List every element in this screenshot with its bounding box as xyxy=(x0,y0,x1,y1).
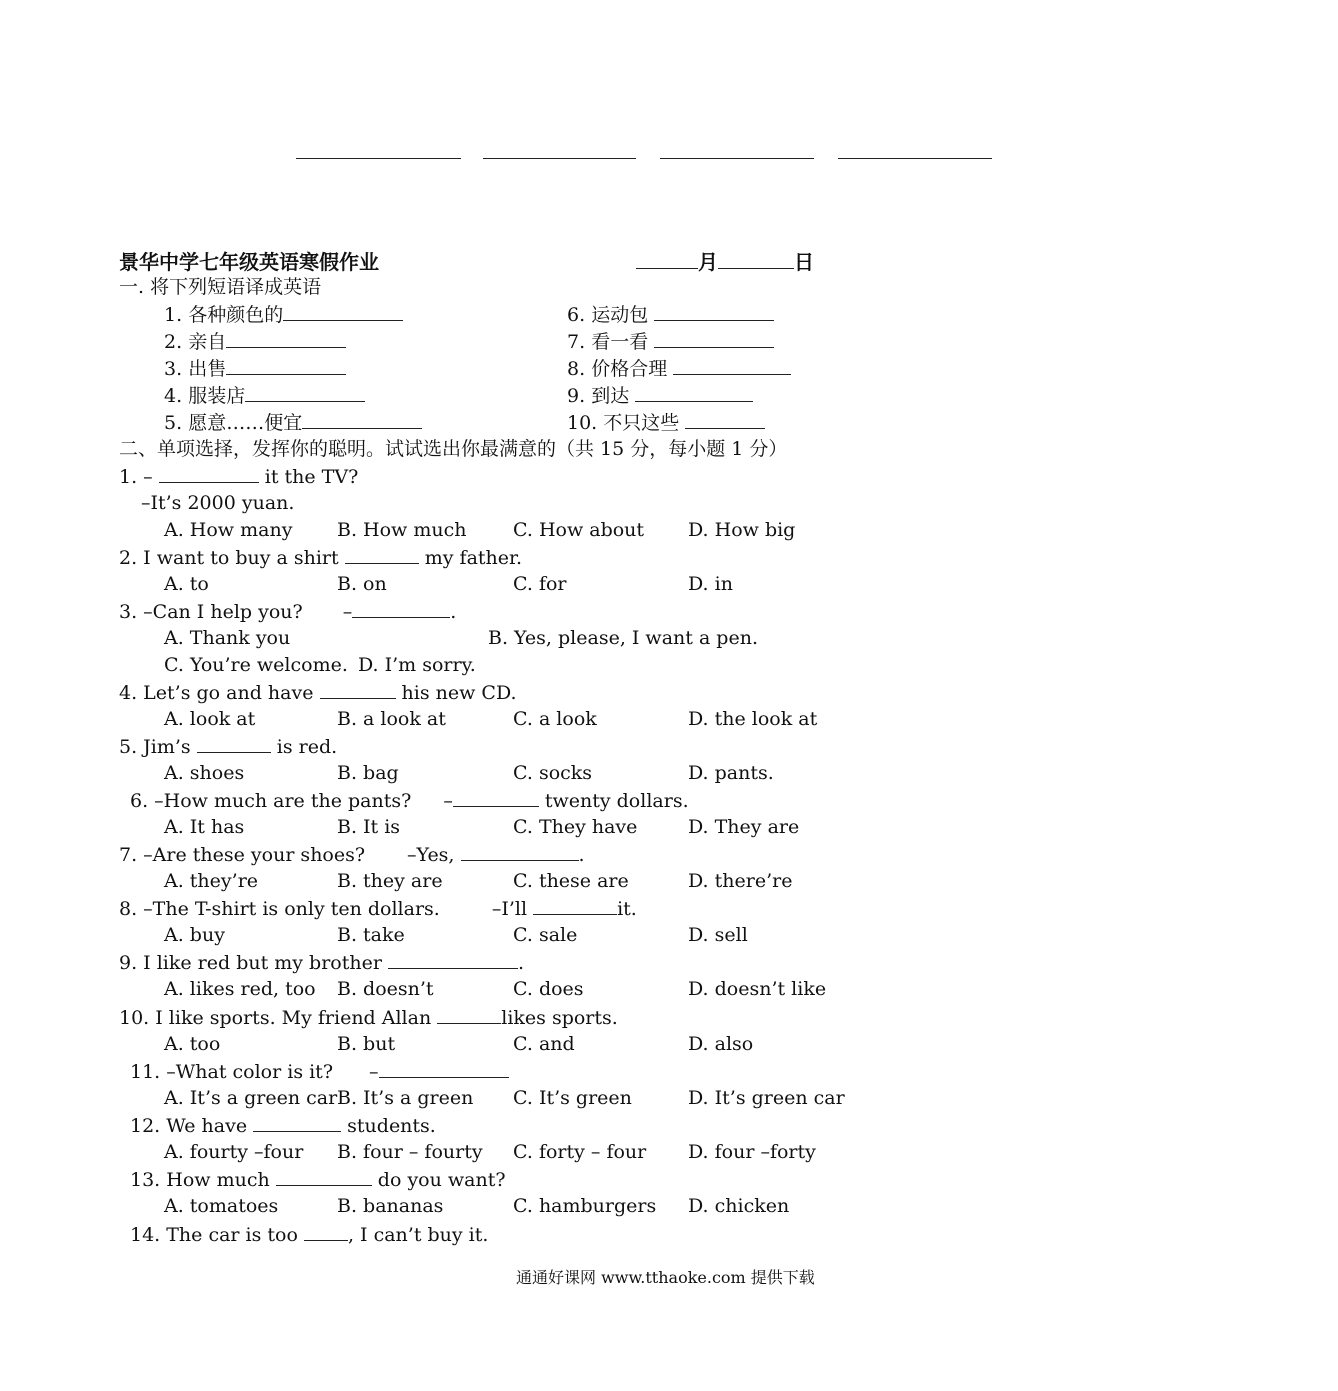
question-14: 14. The car is too , I can’t buy it. xyxy=(130,1221,488,1249)
phrase-item: 7. 看一看 xyxy=(567,328,774,356)
answer-blank[interactable] xyxy=(197,733,271,753)
option-c[interactable]: C. does xyxy=(513,978,584,1000)
header-blank-1 xyxy=(296,158,461,159)
question-6: 6. –How much are the pants? – twenty dollars. xyxy=(130,787,689,815)
day-label: 日 xyxy=(794,250,814,274)
option-d[interactable]: D. four –forty xyxy=(688,1141,816,1163)
option-b[interactable]: B. bananas xyxy=(337,1195,444,1217)
option-a[interactable]: A. tomatoes xyxy=(164,1195,279,1217)
option-d[interactable]: D. It’s green car xyxy=(688,1087,845,1109)
answer-blank[interactable] xyxy=(253,1112,341,1132)
answer-blank[interactable] xyxy=(226,355,346,375)
option-c[interactable]: C. How about xyxy=(513,519,645,541)
option-b[interactable]: B. a look at xyxy=(337,708,446,730)
answer-blank[interactable] xyxy=(245,382,365,402)
option-d[interactable]: D. sell xyxy=(688,924,748,946)
option-a[interactable]: A. buy xyxy=(164,924,225,946)
phrase-item: 1. 各种颜色的 xyxy=(164,301,403,329)
question-9: 9. I like red but my brother . xyxy=(119,949,524,977)
option-a[interactable]: A. fourty –four xyxy=(164,1141,304,1163)
question-1-reply: –It’s 2000 yuan. xyxy=(141,492,295,514)
option-b[interactable]: B. It is xyxy=(337,816,401,838)
option-c[interactable]: C. and xyxy=(513,1033,575,1055)
option-b[interactable]: B. they are xyxy=(337,870,443,892)
option-d[interactable]: D. in xyxy=(688,573,733,595)
phrase-item: 8. 价格合理 xyxy=(567,355,791,383)
question-11: 11. –What color is it? – xyxy=(130,1058,509,1086)
option-b[interactable]: B. Yes, please, I want a pen. xyxy=(488,627,758,649)
option-b[interactable]: B. on xyxy=(337,573,387,595)
option-d[interactable]: D. doesn’t like xyxy=(688,978,827,1000)
month-blank[interactable] xyxy=(636,249,698,269)
option-c[interactable]: C. forty – four xyxy=(513,1141,647,1163)
month-label: 月 xyxy=(698,250,718,274)
option-b[interactable]: B. It’s a green xyxy=(337,1087,474,1109)
date-field xyxy=(636,246,814,275)
phrase-item: 9. 到达 xyxy=(567,382,753,410)
option-a[interactable]: A. to xyxy=(164,573,209,595)
option-c[interactable]: C. socks xyxy=(513,762,593,784)
option-c[interactable]: C. sale xyxy=(513,924,578,946)
option-d[interactable]: D. chicken xyxy=(688,1195,790,1217)
option-c[interactable]: C. They have xyxy=(513,816,638,838)
answer-blank[interactable] xyxy=(437,1004,501,1024)
answer-blank[interactable] xyxy=(453,787,539,807)
question-12: 12. We have students. xyxy=(130,1112,436,1140)
page-title: 景华中学七年级英语寒假作业 xyxy=(119,250,379,274)
answer-blank[interactable] xyxy=(283,301,403,321)
answer-blank[interactable] xyxy=(635,382,753,402)
option-c[interactable]: C. It’s green xyxy=(513,1087,632,1109)
question-5: 5. Jim’s is red. xyxy=(119,733,337,761)
section1-heading: 一. 将下列短语译成英语 xyxy=(119,276,322,298)
option-a[interactable]: A. look at xyxy=(164,708,256,730)
question-1: 1. – it the TV? xyxy=(119,463,358,491)
answer-blank[interactable] xyxy=(345,544,419,564)
option-d[interactable]: D. I’m sorry. xyxy=(358,654,476,676)
day-blank[interactable] xyxy=(718,249,794,269)
option-c[interactable]: C. hamburgers xyxy=(513,1195,657,1217)
option-c[interactable]: C. for xyxy=(513,573,567,595)
option-d[interactable]: D. the look at xyxy=(688,708,818,730)
option-a[interactable]: A. Thank you xyxy=(164,627,291,649)
option-a[interactable]: A. they’re xyxy=(164,870,259,892)
question-4: 4. Let’s go and have his new CD. xyxy=(119,679,517,707)
answer-blank[interactable] xyxy=(276,1166,372,1186)
option-b[interactable]: B. doesn’t xyxy=(337,978,434,1000)
option-a[interactable]: A. likes red, too xyxy=(164,978,316,1000)
phrase-item: 10. 不只这些 xyxy=(567,409,765,437)
option-a[interactable]: A. How many xyxy=(164,519,293,541)
answer-blank[interactable] xyxy=(673,355,791,375)
option-a[interactable]: A. too xyxy=(164,1033,221,1055)
question-13: 13. How much do you want? xyxy=(130,1166,506,1194)
phrase-item: 6. 运动包 xyxy=(567,301,774,329)
option-b[interactable]: B. four – fourty xyxy=(337,1141,483,1163)
option-d[interactable]: D. How big xyxy=(688,519,796,541)
answer-blank[interactable] xyxy=(226,328,346,348)
option-b[interactable]: B. take xyxy=(337,924,405,946)
option-d[interactable]: D. there’re xyxy=(688,870,793,892)
answer-blank[interactable] xyxy=(302,409,422,429)
answer-blank[interactable] xyxy=(320,679,396,699)
question-2: 2. I want to buy a shirt my father. xyxy=(119,544,522,572)
option-c[interactable]: C. a look xyxy=(513,708,597,730)
option-c[interactable]: C. these are xyxy=(513,870,629,892)
question-3: 3. –Can I help you? – . xyxy=(119,598,456,626)
footer-credit: 通通好课网 www.tthaoke.com 提供下载 xyxy=(516,1268,815,1287)
phrase-item: 4. 服装店 xyxy=(164,382,365,410)
answer-blank[interactable] xyxy=(533,895,617,915)
answer-blank[interactable] xyxy=(159,463,259,483)
phrase-item: 3. 出售 xyxy=(164,355,346,383)
question-8: 8. –The T-shirt is only ten dollars. –I’ll it. xyxy=(119,895,637,923)
answer-blank[interactable] xyxy=(654,328,774,348)
option-a[interactable]: A. It has xyxy=(164,816,245,838)
phrase-item: 2. 亲自 xyxy=(164,328,346,356)
header-blank-4 xyxy=(838,158,992,159)
section2-heading: 二、单项选择，发挥你的聪明。试试选出你最满意的（共 15 分，每小题 1 分） xyxy=(119,438,788,460)
answer-blank[interactable] xyxy=(685,409,765,429)
answer-blank[interactable] xyxy=(654,301,774,321)
option-a[interactable]: A. shoes xyxy=(164,762,245,784)
answer-blank[interactable] xyxy=(304,1221,348,1241)
header-blank-2 xyxy=(483,158,636,159)
question-7: 7. –Are these your shoes? –Yes, . xyxy=(119,841,585,869)
option-d[interactable]: D. also xyxy=(688,1033,754,1055)
option-d[interactable]: D. pants. xyxy=(688,762,774,784)
answer-blank[interactable] xyxy=(388,949,518,969)
option-b[interactable]: B. but xyxy=(337,1033,396,1055)
answer-blank[interactable] xyxy=(461,841,579,861)
phrase-item: 5. 愿意……便宜 xyxy=(164,409,422,437)
option-d[interactable]: D. They are xyxy=(688,816,800,838)
question-10: 10. I like sports. My friend Allan likes sports. xyxy=(119,1004,618,1032)
option-b[interactable]: B. How much xyxy=(337,519,467,541)
answer-blank[interactable] xyxy=(352,598,450,618)
header-blank-3 xyxy=(660,158,814,159)
option-b[interactable]: B. bag xyxy=(337,762,399,784)
option-c[interactable]: C. You’re welcome. xyxy=(164,654,348,676)
answer-blank[interactable] xyxy=(379,1058,509,1078)
option-a[interactable]: A. It’s a green car xyxy=(164,1087,338,1109)
